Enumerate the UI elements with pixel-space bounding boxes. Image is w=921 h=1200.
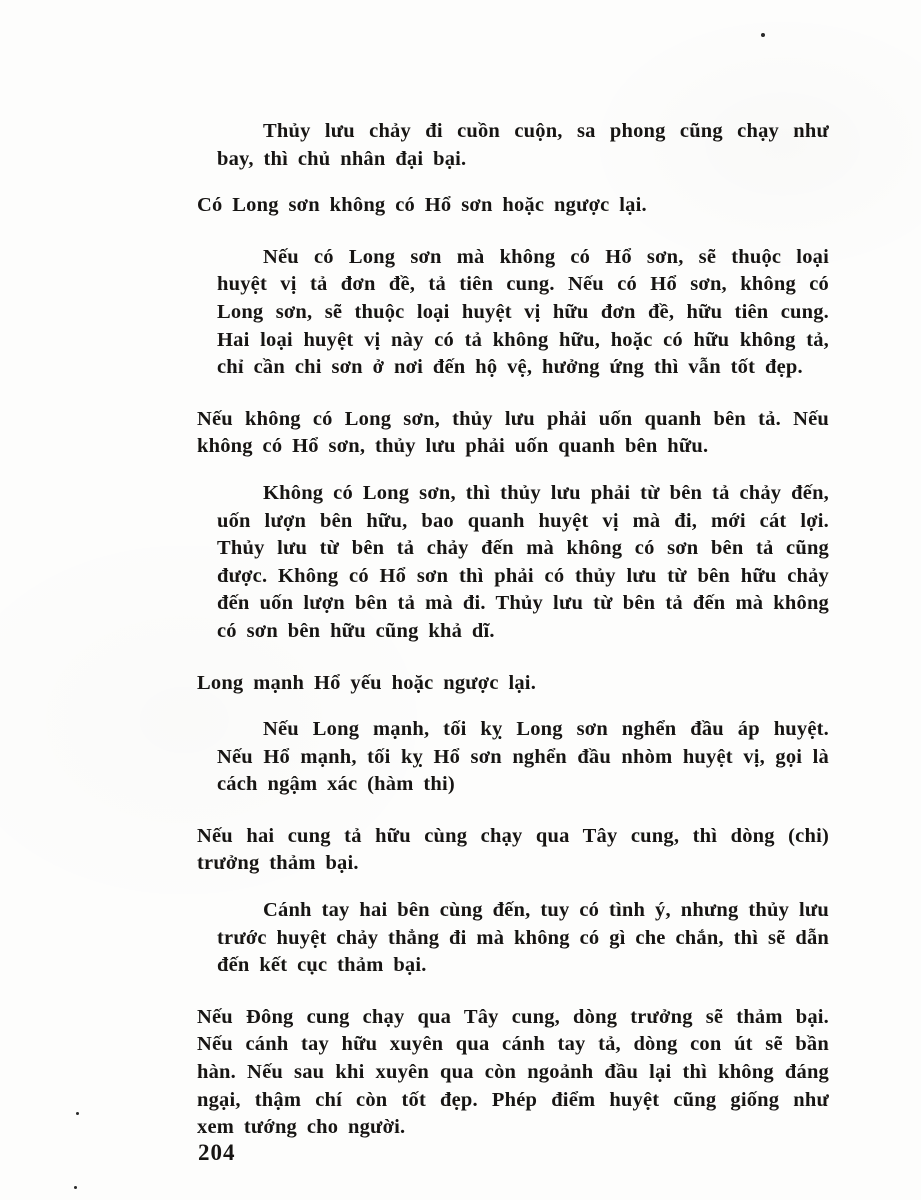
scan-speck — [74, 1186, 77, 1189]
text-block — [197, 118, 829, 1161]
paragraph-rule: Có Long sơn không có Hổ sơn hoặc ngược lại. — [197, 194, 647, 217]
paragraph-commentary: Thủy lưu chảy đi cuồn cuộn, sa phong cũng chạy như bay, thì chủ nhân đại bại. — [217, 120, 829, 170]
paragraph-commentary: Cánh tay hai bên cùng đến, tuy có tình ý, nhưng thủy lưu trước huyệt chảy thẳng đi mà không có gì che chắn, thì sẽ dẫn đến kết cục thảm bại. — [217, 899, 829, 977]
paragraph-commentary: Nếu Long mạnh, tối kỵ Long sơn nghển đầu áp huyệt. Nếu Hổ mạnh, tối kỵ Hổ sơn nghển đầu nhòm huyệt vị, gọi là cách ngậm xác (hàm thi) — [217, 718, 829, 796]
paragraph-rule: Nếu không có Long sơn, thủy lưu phải uốn quanh bên tả. Nếu không có Hổ sơn, thủy lưu phải uốn quanh bên hữu. — [197, 407, 829, 458]
paragraph-rule: Nếu Đông cung chạy qua Tây cung, dòng trưởng sẽ thảm bại. Nếu cánh tay hữu xuyên qua cánh tay tả, dòng con út sẽ bần hàn. Nếu sau khi xuyên qua còn ngoảnh đầu lại thì không đáng ngại, thậm chí còn tốt đẹp. Phép điểm huyệt cũng giống như xem tướng cho người. — [197, 1005, 829, 1139]
scan-speck — [761, 33, 765, 37]
paragraph-rule: Nếu hai cung tả hữu cùng chạy qua Tây cung, thì dòng (chi) trưởng thảm bại. — [197, 824, 829, 875]
paragraph-commentary: Nếu có Long sơn mà không có Hổ sơn, sẽ thuộc loại huyệt vị tả đơn đề, tả tiên cung. Nếu có Hổ sơn, không có Long sơn, sẽ thuộc loại huyệt vị hữu đơn đề, hữu tiên cung. Hai loại huyệt vị này có tả không hữu, hoặc có hữu không tả, chỉ cần chi sơn ở nơi đến hộ vệ, hưởng ứng thì vẫn tốt đẹp. — [217, 245, 829, 379]
paragraph-commentary: Không có Long sơn, thì thủy lưu phải từ bên tả chảy đến, uốn lượn bên hữu, bao quanh huyệt vị mà đi, mới cát lợi. Thủy lưu từ bên tả chảy đến mà không có sơn bên tả cũng được. Không có Hổ sơn thì phải có thủy lưu từ bên hữu chảy đến uốn lượn bên tả mà đi. Thủy lưu từ bên tả đến mà không có sơn bên hữu cũng khả dĩ. — [217, 481, 829, 642]
scan-speck — [76, 1112, 79, 1115]
paragraph-rule: Long mạnh Hổ yếu hoặc ngược lại. — [197, 671, 537, 694]
page-number: 204 — [198, 1140, 236, 1165]
